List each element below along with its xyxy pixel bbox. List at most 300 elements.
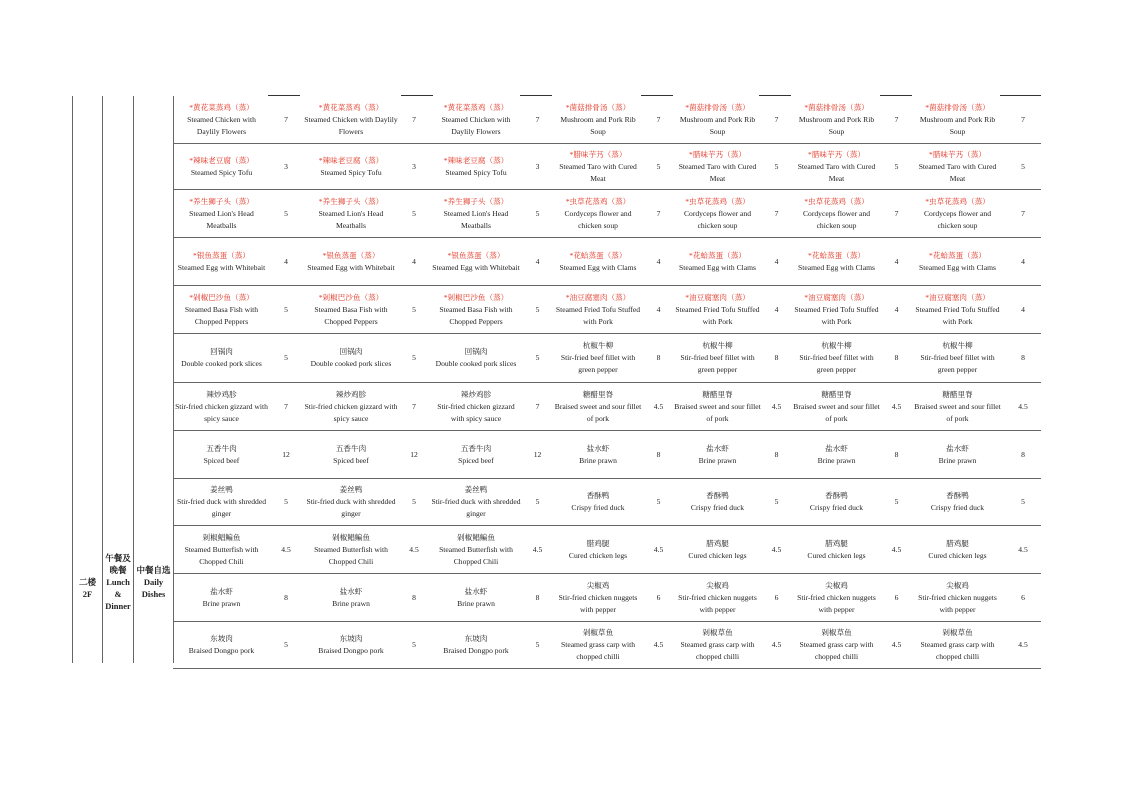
dish-cell [790, 238, 883, 286]
dish-price: 5 [1005, 479, 1041, 526]
dish-price: 6 [1005, 574, 1041, 622]
dish-name-cn: 盐水虾 [464, 586, 488, 596]
dish-price: 4.5 [1005, 526, 1041, 574]
dish-name-cn: *剁椒巴沙鱼（蒸） [189, 292, 254, 302]
dish-name-cn: 辣炒鸡胗 [335, 389, 367, 399]
dish-name-en: Spiced beef [203, 455, 240, 465]
dish-name-en: Double cooked pork slices [181, 359, 262, 368]
dish-cell [672, 190, 763, 238]
dish-name-cn: *菌菇排骨汤（蒸） [685, 103, 750, 112]
dish-name-en: Stir-fried duck with shredded ginger [306, 497, 396, 518]
dish-name-en: Stir-fried chicken gizzard with spicy sauce [437, 401, 515, 423]
dish-cell [672, 479, 763, 526]
dish-price: 5 [524, 479, 551, 526]
table-row [173, 383, 1041, 431]
dish-name-en: Stir-fried beef fillet with green pepper [799, 353, 874, 374]
dish-price: 5 [400, 286, 428, 334]
dish-cell [428, 574, 524, 622]
dish-name-cn: *腊味芋艿（蒸） [808, 149, 865, 159]
dish-name-en: Stir-fried chicken nuggets with pepper [678, 592, 757, 614]
dish-name-en: Steamed Taro with Cured Meat [918, 161, 997, 183]
dish-name-cn: *腊味芋艿（蒸） [929, 149, 986, 159]
dish-cell [790, 286, 883, 334]
dish-name-cn: 剁椒鲳鳊鱼 [457, 532, 495, 542]
dish-name-cn: *银鱼蒸蛋（蒸） [322, 250, 380, 260]
dish-name-en: Spiced beef [458, 455, 494, 465]
dish-price: 3 [524, 144, 551, 190]
dish-cell [790, 144, 883, 190]
dish-name-cn: *花蛤蒸蛋（蒸） [808, 250, 865, 260]
dish-cell [302, 383, 400, 431]
dish-name-en: Cordyceps flower and chicken soup [923, 208, 992, 230]
dish-price: 4.5 [763, 383, 790, 431]
dish-name-cn: 剁椒鲳鳊鱼 [202, 532, 241, 542]
dish-name-cn: *养生狮子头（蒸） [443, 196, 509, 206]
dish-name-en: Steamed Egg with Clams [798, 262, 875, 272]
table-row [173, 144, 1041, 190]
dish-name-en: Crispy fried duck [571, 503, 625, 512]
dish-cell [302, 144, 400, 190]
dish-name-en: Stir-fried chicken gizzard with spicy sauce [304, 401, 398, 423]
dish-cell [551, 190, 645, 238]
dish-name-cn: *菌菇排骨汤（蒸） [804, 103, 869, 112]
dish-cell [302, 97, 400, 144]
dish-cell [910, 622, 1005, 669]
dish-price: 7 [763, 97, 790, 144]
dish-name-en: Braised sweet and sour fillet of pork [554, 401, 642, 423]
dish-name-cn: 糖醋里脊 [821, 389, 852, 399]
dish-price: 6 [763, 574, 790, 622]
dish-name-en: Steamed Basa Fish with Chopped Peppers [314, 304, 388, 326]
dish-name-en: Stir-fried chicken nuggets with pepper [558, 592, 638, 614]
dish-price: 5 [645, 144, 672, 190]
dish-cell [551, 479, 645, 526]
dish-name-cn: 剁椒草鱼 [702, 628, 733, 637]
dish-cell [428, 622, 524, 669]
dish-cell [302, 334, 400, 383]
table-row [173, 479, 1041, 526]
dish-price: 4.5 [883, 526, 910, 574]
dish-name-en: Braised Dongpo pork [318, 646, 384, 655]
dish-cell [790, 526, 883, 574]
dish-name-en: Cured chicken legs [568, 550, 628, 560]
dish-name-en: Steamed grass carp with chopped chilli [560, 640, 636, 661]
dish-cell [551, 574, 645, 622]
dish-name-en: Stir-fried chicken nuggets with pepper [918, 592, 997, 614]
dish-price: 8 [883, 334, 910, 383]
dish-price: 5 [270, 286, 302, 334]
dish-cell [551, 431, 645, 479]
dish-price: 8 [400, 574, 428, 622]
dish-name-en: Brine prawn [202, 598, 241, 608]
dish-price: 4 [400, 238, 428, 286]
dish-cell [672, 431, 763, 479]
dish-name-cn: *黄花菜蒸鸡（蒸） [189, 103, 254, 112]
dish-name-cn: *养生狮子头（蒸） [189, 196, 254, 206]
dish-price: 8 [763, 431, 790, 479]
header-rule [641, 95, 673, 96]
dish-name-cn: 姜丝鸭 [210, 485, 233, 494]
dish-cell [910, 383, 1005, 431]
dish-price: 4 [763, 286, 790, 334]
dish-name-cn: 盐水虾 [210, 586, 233, 596]
dish-name-cn: 姜丝鸭 [339, 485, 363, 494]
dish-cell [173, 97, 270, 144]
dish-cell [173, 190, 270, 238]
dish-name-en: Braised Dongpo pork [188, 646, 255, 655]
dish-name-en: Brine prawn [698, 455, 737, 465]
dish-name-cn: 五香牛肉 [335, 443, 367, 453]
dish-cell [428, 238, 524, 286]
header-rule [1000, 95, 1041, 96]
dish-name-en: Steamed Egg with Whitebait [307, 262, 395, 272]
dish-name-cn: 腊鸡腿 [586, 538, 610, 548]
dish-price: 5 [270, 334, 302, 383]
dish-price: 8 [524, 574, 551, 622]
dish-name-en: Steamed Egg with Clams [919, 262, 996, 272]
dish-cell [672, 622, 763, 669]
table-row [173, 622, 1041, 669]
dish-name-cn: *油豆腐塞肉（蒸） [804, 292, 869, 302]
section-label [134, 564, 173, 600]
header-rule [520, 95, 552, 96]
dish-name-cn: 香酥鸭 [946, 491, 969, 500]
dish-name-cn: 香酥鸭 [586, 491, 610, 500]
dish-price: 12 [270, 431, 302, 479]
dish-name-cn: 剁椒草鱼 [582, 628, 614, 637]
dish-cell [672, 286, 763, 334]
dish-price: 7 [1005, 97, 1041, 144]
dish-cell [428, 431, 524, 479]
dish-cell [551, 97, 645, 144]
dish-name-cn: 剁椒草鱼 [821, 628, 852, 637]
dish-cell [672, 334, 763, 383]
dish-name-en: Brine prawn [938, 455, 977, 465]
dish-name-en: Braised sweet and sour fillet of pork [793, 401, 880, 423]
dish-price: 4.5 [763, 622, 790, 669]
table-row [173, 526, 1041, 574]
dish-price: 4.5 [1005, 383, 1041, 431]
dish-price: 5 [400, 334, 428, 383]
dish-cell [672, 144, 763, 190]
dish-price: 5 [524, 190, 551, 238]
dish-name-en: Cured chicken legs [928, 550, 987, 560]
dish-name-en: Crispy fried duck [809, 503, 864, 512]
dish-price: 4.5 [883, 622, 910, 669]
dish-name-en: Steamed Butterfish with Chopped Chili [439, 544, 513, 566]
dish-price: 5 [524, 334, 551, 383]
dish-name-cn: 香酥鸭 [706, 491, 729, 500]
dish-name-cn: 剁椒鲳鳊鱼 [332, 532, 370, 542]
dish-name-en: Stir-fried duck with shredded ginger [431, 497, 521, 518]
dish-name-cn: *养生狮子头（蒸） [318, 196, 384, 206]
dish-cell [790, 97, 883, 144]
dish-price: 5 [645, 479, 672, 526]
table-row [173, 190, 1041, 238]
dish-cell [910, 479, 1005, 526]
dish-cell [173, 622, 270, 669]
dish-name-cn: 糖醋里脊 [582, 389, 614, 399]
dish-price: 12 [400, 431, 428, 479]
dish-name-en: Steamed Egg with Clams [679, 262, 756, 272]
dish-price: 8 [1005, 431, 1041, 479]
dish-name-cn: *油豆腐塞肉（蒸） [565, 292, 631, 302]
dish-name-cn: 香酥鸭 [825, 491, 848, 500]
dish-price: 4 [883, 238, 910, 286]
dish-name-en: Steamed Taro with Cured Meat [797, 161, 876, 183]
dish-name-en: Stir-fried beef fillet with green pepper [680, 353, 755, 374]
dish-cell [551, 286, 645, 334]
dish-name-cn: 回锅肉 [339, 347, 363, 356]
dish-name-cn: *辣味老豆腐（蒸） [189, 155, 254, 165]
dish-cell [428, 97, 524, 144]
dish-name-en: Steamed Basa Fish with Chopped Peppers [439, 304, 513, 326]
dish-name-en: Stir-fried chicken gizzard with spicy sauce [175, 401, 268, 423]
dish-name-cn: 姜丝鸭 [464, 485, 488, 494]
dish-cell [302, 479, 400, 526]
dish-cell [302, 190, 400, 238]
meal-label-cn: 午餐及晚餐 [105, 553, 131, 575]
dish-name-en: Steamed grass carp with chopped chilli [920, 640, 995, 661]
floor-label-en: 2F [82, 589, 93, 599]
header-rule [759, 95, 791, 96]
dish-price: 4 [763, 238, 790, 286]
dish-name-en: Steamed Chicken with Daylily Flowers [441, 115, 511, 136]
dish-cell [672, 97, 763, 144]
dish-price: 5 [400, 190, 428, 238]
dish-price: 4.5 [883, 383, 910, 431]
dish-cell [173, 238, 270, 286]
dish-price: 4.5 [1005, 622, 1041, 669]
dish-cell [672, 574, 763, 622]
dish-name-cn: *腊味芋艿（蒸） [689, 149, 746, 159]
dish-cell [302, 238, 400, 286]
dish-cell [428, 479, 524, 526]
dish-name-cn: 尖椒鸡 [946, 580, 969, 590]
dish-cell [790, 574, 883, 622]
dish-name-en: Stir-fried duck with shredded ginger [176, 497, 267, 518]
dish-name-en: Steamed Spicy Tofu [190, 167, 253, 177]
dish-cell [302, 574, 400, 622]
dish-cell [910, 286, 1005, 334]
floor-label-cn: 二楼 [78, 577, 96, 587]
dish-cell [790, 622, 883, 669]
dish-name-en: Steamed Fried Tofu Stuffed with Pork [915, 304, 1000, 326]
dish-cell [910, 334, 1005, 383]
dish-name-cn: 尖椒鸡 [706, 580, 729, 590]
dish-name-cn: *油豆腐塞肉（蒸） [685, 292, 750, 302]
dish-name-en: Braised sweet and sour fillet of pork [914, 401, 1001, 423]
dish-cell [551, 144, 645, 190]
dish-name-en: Spiced beef [333, 455, 369, 465]
dish-price: 7 [270, 383, 302, 431]
dish-name-cn: *银鱼蒸蛋（蒸） [447, 250, 505, 260]
dish-price: 3 [270, 144, 302, 190]
dish-price: 5 [524, 286, 551, 334]
dish-price: 5 [883, 144, 910, 190]
dish-name-en: Brine prawn [579, 455, 617, 465]
dish-name-en: Steamed grass carp with chopped chilli [799, 640, 874, 661]
dish-name-cn: 东坡肉 [464, 634, 488, 643]
meal-label [103, 552, 133, 612]
dish-cell [910, 238, 1005, 286]
dish-name-cn: *黄花菜蒸鸡（蒸） [318, 103, 384, 112]
dish-name-cn: 糖醋里脊 [702, 389, 733, 399]
dish-name-en: Steamed Spicy Tofu [320, 167, 382, 177]
dish-cell [428, 144, 524, 190]
dish-price: 7 [270, 97, 302, 144]
dish-name-cn: *菌菇排骨汤（蒸） [565, 103, 631, 112]
table-row [173, 238, 1041, 286]
dish-cell [302, 286, 400, 334]
dish-price: 7 [883, 190, 910, 238]
table-row [173, 97, 1041, 144]
dish-name-en: Brine prawn [817, 455, 856, 465]
dish-name-en: Steamed Lion's Head Meatballs [189, 208, 254, 230]
dish-cell [672, 383, 763, 431]
dish-name-en: Mushroom and Pork Rib Soup [798, 115, 875, 136]
dish-price: 7 [524, 383, 551, 431]
section-label-en: Daily Dishes [141, 577, 166, 599]
header-rule [268, 95, 300, 96]
dish-price: 8 [883, 431, 910, 479]
dish-name-cn: 尖椒鸡 [825, 580, 848, 590]
dish-name-en: Steamed Basa Fish with Chopped Peppers [184, 304, 259, 326]
dish-name-cn: 东坡肉 [339, 634, 363, 643]
dish-cell [173, 526, 270, 574]
dish-name-cn: 杭椒牛柳 [702, 341, 733, 350]
dish-name-en: Stir-fried beef fillet with green pepper [560, 353, 636, 374]
dish-name-cn: 腊鸡腿 [946, 538, 969, 548]
dish-price: 5 [400, 479, 428, 526]
dish-name-cn: 糖醋里脊 [942, 389, 973, 399]
dish-cell [551, 334, 645, 383]
dish-cell [173, 334, 270, 383]
menu-table [173, 97, 1041, 669]
dish-name-en: Mushroom and Pork Rib Soup [919, 115, 996, 136]
dish-cell [910, 97, 1005, 144]
dish-name-cn: *花蛤蒸蛋（蒸） [689, 250, 746, 260]
table-row [173, 574, 1041, 622]
dish-name-cn: 剁椒草鱼 [942, 628, 973, 637]
dish-name-en: Braised sweet and sour fillet of pork [674, 401, 761, 423]
dish-cell [302, 526, 400, 574]
dish-cell [790, 431, 883, 479]
dish-name-en: Steamed Fried Tofu Stuffed with Pork [555, 304, 641, 326]
dish-cell [428, 526, 524, 574]
dish-name-cn: 辣炒鸡胗 [206, 389, 237, 399]
dish-name-cn: *虫草花蒸鸡（蒸） [925, 196, 990, 206]
dish-price: 8 [270, 574, 302, 622]
dish-name-cn: 盐水虾 [339, 586, 363, 596]
dish-cell [672, 526, 763, 574]
dish-cell [910, 526, 1005, 574]
dish-name-cn: 回锅肉 [464, 347, 488, 356]
dish-name-en: Mushroom and Pork Rib Soup [560, 115, 636, 136]
dish-name-en: Steamed Chicken with Daylily Flowers [304, 115, 398, 136]
dish-name-cn: 东坡肉 [210, 634, 233, 643]
header-rule [401, 95, 433, 96]
dish-name-cn: 盐水虾 [706, 443, 729, 453]
dish-name-en: Steamed Lion's Head Meatballs [318, 208, 384, 230]
dish-name-cn: 盐水虾 [586, 443, 610, 453]
dish-name-en: Cordyceps flower and chicken soup [564, 208, 632, 230]
dish-name-cn: 腊鸡腿 [706, 538, 729, 548]
dish-price: 4.5 [645, 526, 672, 574]
dish-name-cn: 盐水虾 [825, 443, 848, 453]
dish-name-en: Steamed Egg with Clams [559, 262, 637, 272]
dish-cell [551, 526, 645, 574]
dish-price: 3 [400, 144, 428, 190]
dish-name-cn: *剁椒巴沙鱼（蒸） [443, 292, 509, 302]
dish-name-en: Steamed Chicken with Daylily Flowers [187, 115, 256, 136]
dish-cell [551, 383, 645, 431]
dish-price: 5 [270, 622, 302, 669]
dish-name-en: Mushroom and Pork Rib Soup [679, 115, 756, 136]
dish-name-en: Cured chicken legs [688, 550, 747, 560]
dish-price: 4.5 [645, 622, 672, 669]
dish-price: 7 [763, 190, 790, 238]
dish-name-en: Steamed Fried Tofu Stuffed with Pork [794, 304, 879, 326]
dish-name-en: Steamed grass carp with chopped chilli [680, 640, 755, 661]
dish-price: 7 [524, 97, 551, 144]
meal-label-en: Lunch & Dinner [105, 577, 131, 611]
dish-cell [302, 622, 400, 669]
dish-cell [910, 144, 1005, 190]
dish-cell [672, 238, 763, 286]
dish-price: 4.5 [645, 383, 672, 431]
dish-cell [428, 383, 524, 431]
dish-name-cn: *辣味老豆腐（蒸） [443, 155, 509, 165]
dish-name-en: Brine prawn [457, 598, 495, 608]
dish-price: 4.5 [270, 526, 302, 574]
dish-price: 7 [400, 383, 428, 431]
dish-price: 12 [524, 431, 551, 479]
dish-name-cn: *油豆腐塞肉（蒸） [925, 292, 990, 302]
dish-price: 7 [645, 190, 672, 238]
dish-price: 4.5 [400, 526, 428, 574]
dish-cell [173, 574, 270, 622]
dish-cell [428, 286, 524, 334]
dish-price: 7 [883, 97, 910, 144]
dish-name-en: Steamed Butterfish with Chopped Chili [184, 544, 259, 566]
dish-name-cn: 回锅肉 [210, 347, 233, 356]
dish-name-cn: 杭椒牛柳 [582, 341, 614, 350]
dish-cell [302, 431, 400, 479]
dish-price: 4.5 [524, 526, 551, 574]
dish-price: 8 [763, 334, 790, 383]
dish-name-cn: 杭椒牛柳 [821, 341, 852, 350]
dish-price: 6 [883, 574, 910, 622]
dish-name-cn: *剁椒巴沙鱼（蒸） [318, 292, 384, 302]
dish-name-cn: *腊味芋艿（蒸） [569, 149, 627, 159]
dish-price: 5 [270, 479, 302, 526]
dish-name-cn: 腊鸡腿 [825, 538, 848, 548]
dish-price: 5 [270, 190, 302, 238]
dish-name-cn: *黄花菜蒸鸡（蒸） [443, 103, 509, 112]
dish-cell [428, 190, 524, 238]
dish-price: 5 [883, 479, 910, 526]
dish-name-cn: *虫草花蒸鸡（蒸） [565, 196, 631, 206]
dish-name-cn: 五香牛肉 [206, 443, 237, 453]
dish-cell [910, 574, 1005, 622]
dish-name-en: Steamed Spicy Tofu [445, 167, 507, 177]
dish-name-en: Steamed Taro with Cured Meat [678, 161, 757, 183]
dish-cell [173, 144, 270, 190]
dish-price: 4 [645, 238, 672, 286]
dish-cell [428, 334, 524, 383]
dish-price: 7 [400, 97, 428, 144]
